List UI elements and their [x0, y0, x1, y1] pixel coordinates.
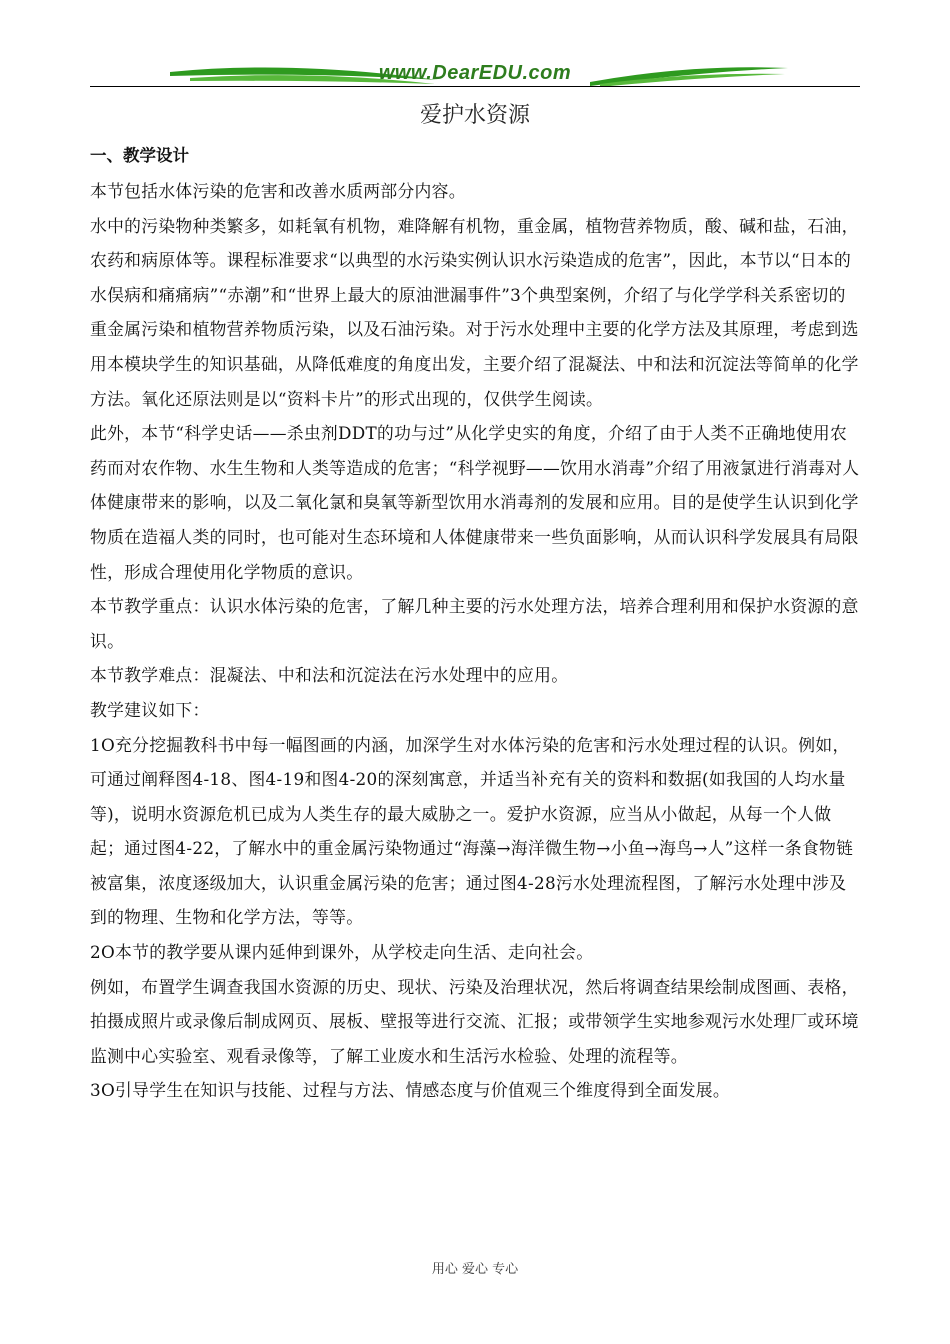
- paragraph: 例如，布置学生调查我国水资源的历史、现状、污染及治理状况，然后将调查结果绘制成图画、表格，拍摄成照片或录像后制成网页、展板、壁报等进行交流、汇报；或带领学生实地参观污水处理厂或环境监测中心实验室、观看录像等，了解工业废水和生活污水检验、处理的流程等。: [90, 976, 859, 1066]
- paragraph: 2O本节的教学要从课内延伸到课外，从学校走向生活、走向社会。: [90, 942, 594, 963]
- page-footer: 用心 爱心 专心: [431, 1262, 519, 1277]
- paragraph: 本节教学难点：混凝法、中和法和沉淀法在污水处理中的应用。: [90, 665, 569, 686]
- page-title: 爱护水资源: [419, 103, 530, 128]
- paragraph: 本节包括水体污染的危害和改善水质两部分内容。: [90, 181, 466, 201]
- site-logo-text: www.DearEDU.com: [378, 62, 572, 84]
- section-heading: 一、教学设计: [90, 146, 189, 165]
- paragraph: 此外，本节“科学史话——杀虫剂DDT的功与过”从化学史实的角度，介绍了由于人类不正确地使用农药而对农作物、水生生物和人类等造成的危害；“科学视野——饮用水消毒”介绍了用液氯进行消毒对人体健康带来的影响，以及二氧化氯和臭氧等新型饮用水消毒剂的发展和应用。目的是使学生认识到化学物质在造福人类的同时，也可能对生态环境和人体健康带来一些负面影响，从而认识科学发展具有局限性，形成合理使用化学物质的意识。: [90, 423, 860, 582]
- header-divider: [90, 86, 860, 87]
- paragraph: 1O充分挖掘教科书中每一幅图画的内涵，加深学生对水体污染的危害和污水处理过程的认识。例如，可通过阐释图4-18、图4-19和图4-20的深刻寓意，并适当补充有关的资料和数据(如我国的人均水量等)，说明水资源危机已成为人类生存的最大威胁之一。爱护水资源，应当从小做起，从每一个人做起；通过图4-22，了解水中的重金属污染物通过“海藻→海洋微生物→小鱼→海鸟→人”这样一条食物链被富集，浓度逐级加大，认识重金属污染的危害；通过图4-28污水处理流程图，了解污水处理中涉及到的物理、生物和化学方法，等等。: [90, 734, 854, 928]
- paragraph: 教学建议如下：: [90, 699, 210, 720]
- paragraph: 本节教学重点：认识水体污染的危害，了解几种主要的污水处理方法，培养合理利用和保护水资源的意识。: [90, 596, 859, 651]
- paragraph: 水中的污染物种类繁多，如耗氧有机物，难降解有机物，重金属，植物营养物质，酸、碱和盐，石油，农药和病原体等。课程标准要求“以典型的水污染实例认识水污染造成的危害”，因此，本节以“日本的水俣病和痛痛病”“赤潮”和“世界上最大的原油泄漏事件”3个典型案例，介绍了与化学学科关系密切的重金属污染和植物营养物质污染，以及石油污染。对于污水处理中主要的化学方法及其原理，考虑到选用本模块学生的知识基础，从降低难度的角度出发，主要介绍了混凝法、中和法和沉淀法等简单的化学方法。氧化还原法则是以“资料卡片”的形式出现的，仅供学生阅读。: [90, 215, 859, 409]
- document-body: [90, 174, 860, 1108]
- paragraph: 3O引导学生在知识与技能、过程与方法、情感态度与价值观三个维度得到全面发展。: [90, 1080, 730, 1101]
